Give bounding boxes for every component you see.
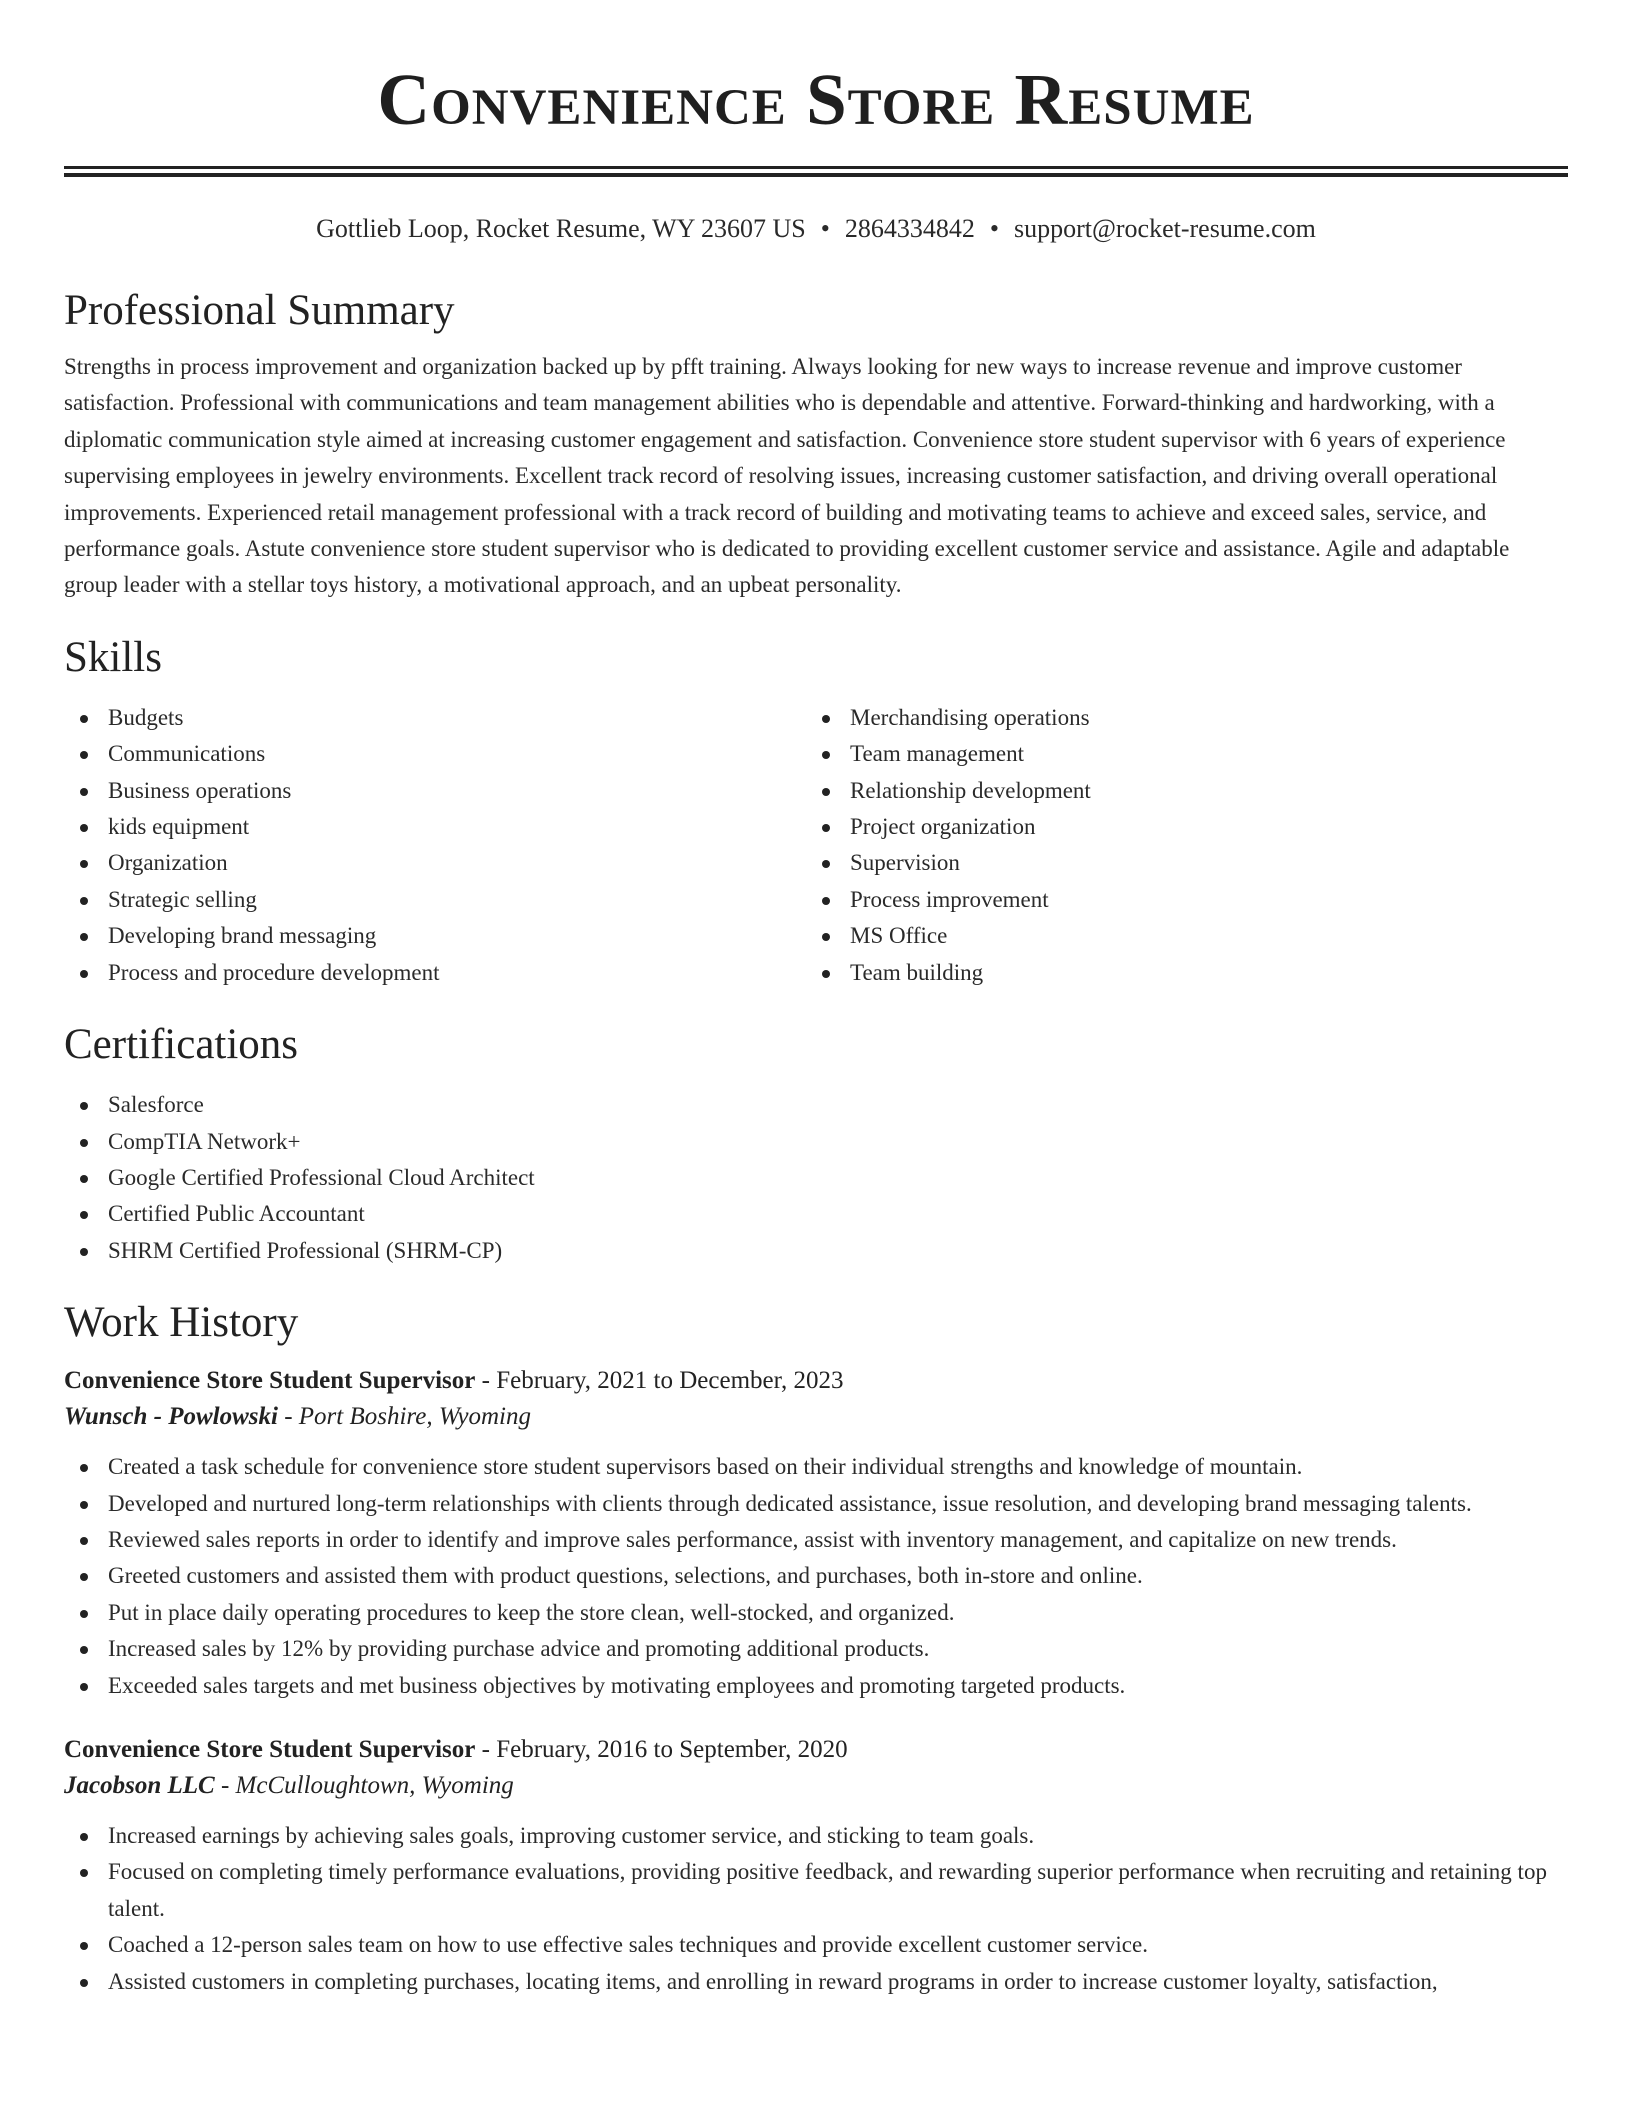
job-title: Convenience Store Student Supervisor — [64, 1367, 476, 1395]
job-duties — [64, 1449, 1568, 1704]
job-duty-item: Increased sales by 12% by providing purchase advice and promoting additional products. — [64, 1631, 1568, 1667]
skill-item: Team building — [806, 955, 1548, 991]
skills-list — [64, 700, 1568, 991]
job-dates: February, 2021 to December, 2023 — [496, 1367, 844, 1395]
skill-item: Communications — [64, 736, 806, 772]
job-duty-item: Developed and nurtured long-term relationships with clients through dedicated assistance, issue resolution, and developing brand messaging talents. — [64, 1486, 1568, 1522]
job-title: Convenience Store Student Supervisor — [64, 1735, 476, 1763]
certifications-heading: Certifications — [64, 1021, 299, 1069]
contact-email: support@rocket-resume.com — [1013, 214, 1316, 243]
contact-address: Gottlieb Loop, Rocket Resume, WY 23607 US — [316, 214, 806, 243]
certification-item: Google Certified Professional Cloud Architect — [64, 1160, 1568, 1196]
contact-separator: • — [820, 214, 830, 243]
job-dash: - — [277, 1403, 299, 1431]
job-employer — [64, 1399, 1568, 1435]
skill-item: Process improvement — [806, 882, 1548, 918]
job-duty-item: Focused on completing timely performance evaluations, providing positive feedback, and rewarding superior performance when recruiting and retaining top talent. — [64, 1854, 1568, 1927]
job-dash: - — [475, 1367, 497, 1395]
job-duties — [64, 1818, 1568, 2000]
certification-item: CompTIA Network+ — [64, 1124, 1568, 1160]
job-duty-item: Exceeded sales targets and met business objectives by motivating employees and promoting targeted products. — [64, 1668, 1568, 1704]
job-duty-item: Put in place daily operating procedures to keep the store clean, well-stocked, and organized. — [64, 1595, 1568, 1631]
certification-item: Salesforce — [64, 1087, 1568, 1123]
job-employer — [64, 1768, 1568, 1804]
job-header — [64, 1732, 1568, 1768]
title-divider — [64, 166, 1568, 177]
certification-item: Certified Public Accountant — [64, 1196, 1568, 1232]
skill-item: Budgets — [64, 700, 806, 736]
job-entry — [64, 1363, 1568, 1704]
certifications-list — [64, 1087, 1568, 1269]
work-history-heading: Work History — [64, 1299, 299, 1347]
skills-heading: Skills — [64, 633, 162, 681]
job-entry — [64, 1732, 1568, 2000]
job-duty-item: Greeted customers and assisted them with product questions, selections, and purchases, both in-store and online. — [64, 1558, 1568, 1594]
certification-item: SHRM Certified Professional (SHRM-CP) — [64, 1233, 1568, 1269]
skill-item: Relationship development — [806, 773, 1548, 809]
job-location: McCulloughtown, Wyoming — [235, 1771, 514, 1799]
job-dash: - — [214, 1771, 236, 1799]
contact-info — [64, 213, 1568, 245]
job-company: Wunsch - Powlowski — [64, 1403, 278, 1431]
job-duty-item: Coached a 12-person sales team on how to use effective sales techniques and provide excellent customer service. — [64, 1927, 1568, 1963]
resume-page — [64, 0, 1568, 2000]
job-duty-item: Reviewed sales reports in order to identify and improve sales performance, assist with inventory management, and capitalize on new trends. — [64, 1522, 1568, 1558]
job-duty-item: Assisted customers in completing purchases, locating items, and enrolling in reward programs in order to increase customer loyalty, satisfaction, — [64, 1964, 1568, 2000]
skill-item: Process and procedure development — [64, 955, 806, 991]
job-location: Port Boshire, Wyoming — [298, 1403, 531, 1431]
summary-heading: Professional Summary — [64, 287, 455, 334]
job-dates: February, 2016 to September, 2020 — [496, 1735, 848, 1763]
resume-title: Convenience Store Resume — [377, 59, 1255, 140]
job-header — [64, 1363, 1568, 1399]
skill-item: Merchandising operations — [806, 700, 1548, 736]
skill-item: Supervision — [806, 845, 1548, 881]
skill-item: kids equipment — [64, 809, 806, 845]
job-duty-item: Increased earnings by achieving sales goals, improving customer service, and sticking to team goals. — [64, 1818, 1568, 1854]
summary-text: Strengths in process improvement and organization backed up by pfft training. Always looking for new ways to increase revenue and improve customer satisfaction. Professional with communications and team management abilities who is dependable and attentive. Forward-thinking and hardworking, with a diplomatic communication style aimed at increasing customer engagement and satisfaction. Convenience store student supervisor with 6 years of experience supervising employees in jewelry environments. Excellent track record of resolving issues, increasing customer satisfaction, and driving overall operational improvements. Experienced retail management professional with a track record of building and motivating teams to achieve and exceed sales, service, and performance goals. Astute convenience store student supervisor who is dedicated to providing excellent customer service and assistance. Agile and adaptable group leader with a stellar toys history, a motivational approach, and an upbeat personality. — [64, 354, 1510, 598]
skill-item: Developing brand messaging — [64, 918, 806, 954]
contact-phone: 2864334842 — [844, 214, 975, 243]
skill-item: Business operations — [64, 773, 806, 809]
contact-separator: • — [989, 214, 999, 243]
skill-item: Organization — [64, 845, 806, 881]
job-dash: - — [475, 1735, 497, 1763]
job-duty-item: Created a task schedule for convenience store student supervisors based on their individual strengths and knowledge of mountain. — [64, 1449, 1568, 1485]
skill-item: Project organization — [806, 809, 1548, 845]
job-company: Jacobson LLC — [64, 1771, 215, 1799]
skill-item: Team management — [806, 736, 1548, 772]
skills-column-right — [806, 700, 1548, 991]
skill-item: MS Office — [806, 918, 1548, 954]
skills-column-left — [64, 700, 806, 991]
skill-item: Strategic selling — [64, 882, 806, 918]
